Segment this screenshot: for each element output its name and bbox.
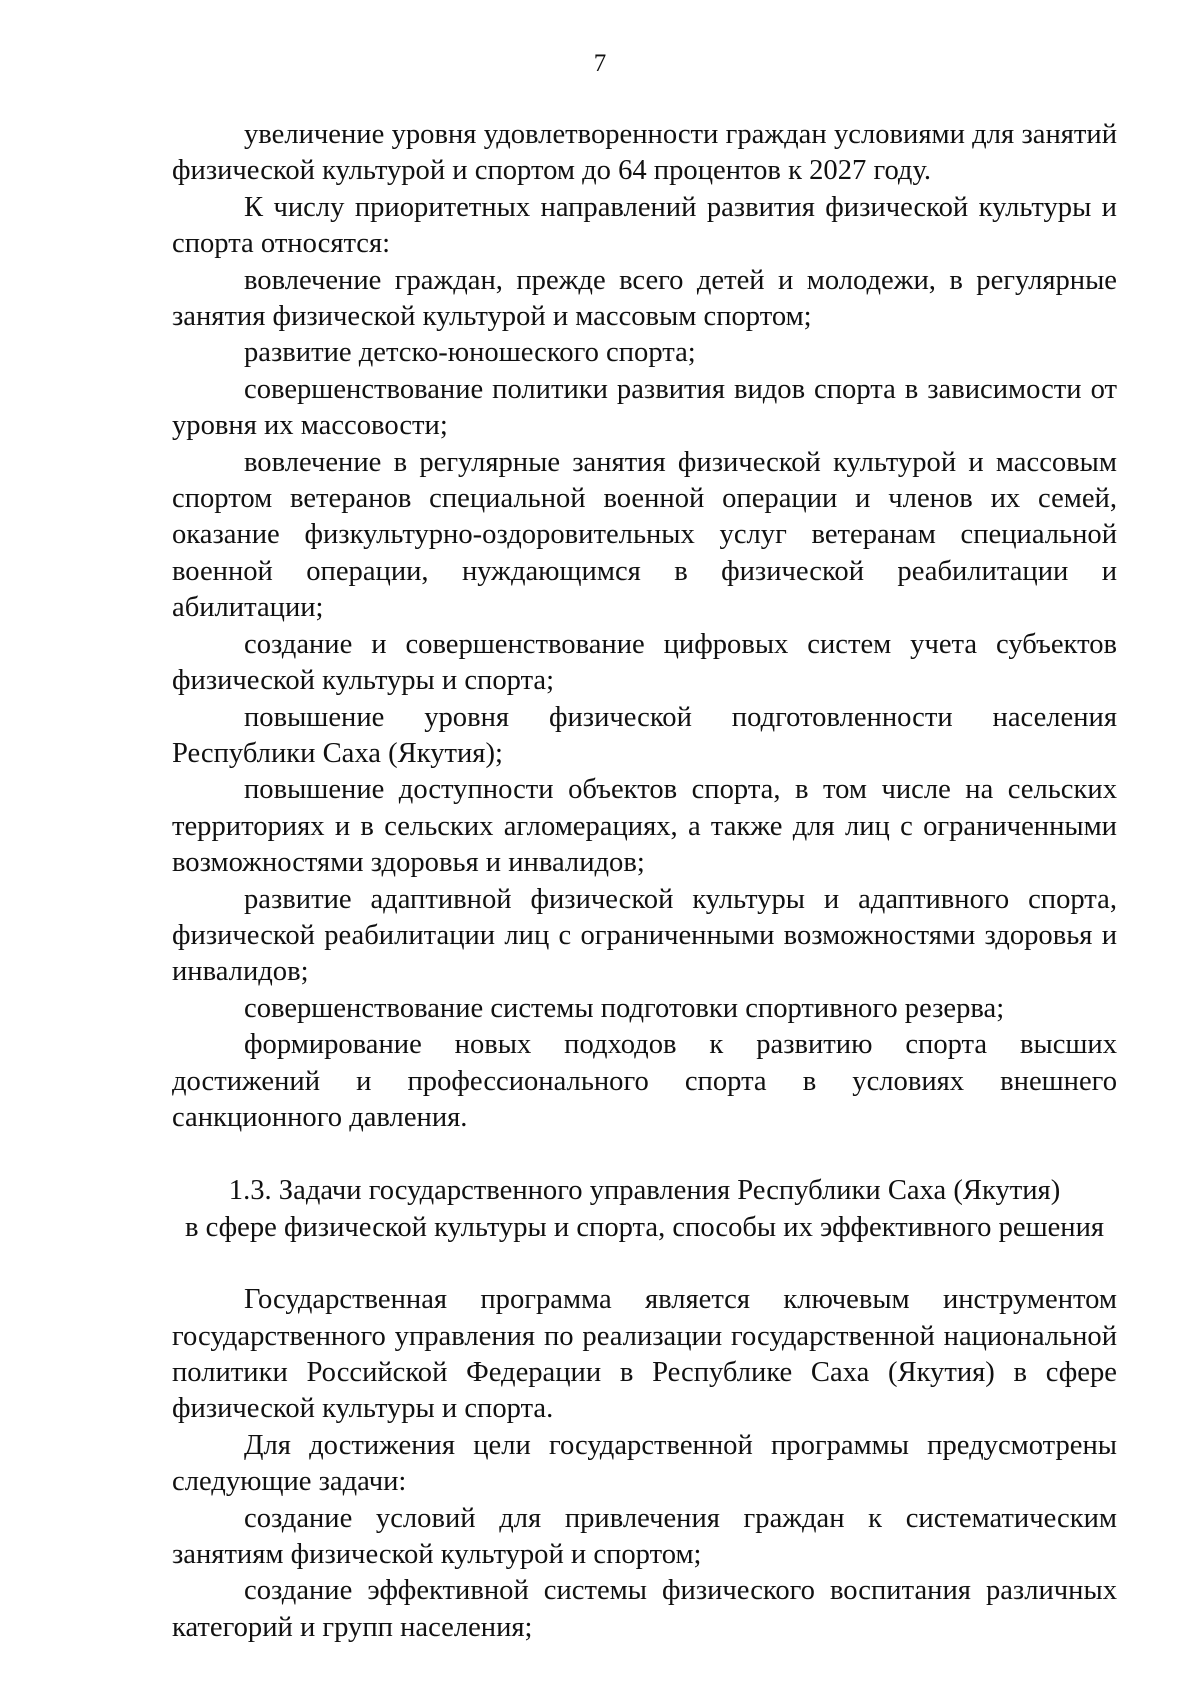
paragraph: совершенствование политики развития видов спорта в зависимости от уровня их массовости;: [172, 373, 1117, 442]
section-heading: [172, 1173, 1117, 1246]
paragraph: развитие адаптивной физической культуры и адаптивного спорта, физической реабилитации лиц с ограниченными возможностями здоровья и инвалидов;: [172, 883, 1117, 988]
paragraph: вовлечение граждан, прежде всего детей и молодежи, в регулярные занятия физической культурой и массовым спортом;: [172, 264, 1117, 333]
paragraph: увеличение уровня удовлетворенности граждан условиями для занятий физической культурой и спортом до 64 процентов к 2027 году.: [172, 119, 1117, 187]
paragraph: формирование новых подходов к развитию спорта высших достижений и профессионального спорта в условиях внешнего санкционного давления.: [172, 1029, 1117, 1133]
document-body: [172, 117, 1117, 1646]
paragraph: Для достижения цели государственной программы предусмотрены следующие задачи:: [172, 1429, 1117, 1498]
paragraph: создание условий для привлечения граждан к систематическим занятиям физической культурой и спортом;: [172, 1502, 1117, 1571]
section-heading-line: в сфере физической культуры и спорта, способы их эффективного решения: [184, 1211, 1105, 1243]
paragraph: развитие детско-юношеского спорта;: [244, 337, 696, 369]
paragraph: повышение доступности объектов спорта, в том числе на сельских территориях и в сельских агломерациях, а также для лиц с ограниченными возможностями здоровья и инвалидов;: [172, 774, 1117, 879]
page-number: 7: [593, 50, 607, 77]
paragraph: создание и совершенствование цифровых систем учета субъектов физической культуры и спорта;: [172, 628, 1117, 697]
paragraph: создание эффективной системы физического воспитания различных категорий и групп населения;: [172, 1575, 1117, 1643]
paragraph: повышение уровня физической подготовленности населения Республики Саха (Якутия);: [172, 701, 1117, 769]
section-heading-line: 1.3. Задачи государственного управления Республики Саха (Якутия): [228, 1175, 1061, 1207]
paragraph: Государственная программа является ключевым инструментом государственного управления по реализации государственной национальной политики Российской Федерации в Республике Саха (Якутия) в сфере физической культуры и спорта.: [172, 1284, 1117, 1425]
paragraph: К числу приоритетных направлений развития физической культуры и спорта относятся:: [172, 191, 1117, 260]
paragraph: совершенствование системы подготовки спортивного резерва;: [244, 992, 1005, 1024]
paragraph: вовлечение в регулярные занятия физической культурой и массовым спортом ветеранов специальной военной операции и членов их семей, оказание физкультурно-оздоровительных услуг ветеранам специальной военной операции, нуждающимся в физической реабилитации и абилитации;: [172, 446, 1117, 624]
